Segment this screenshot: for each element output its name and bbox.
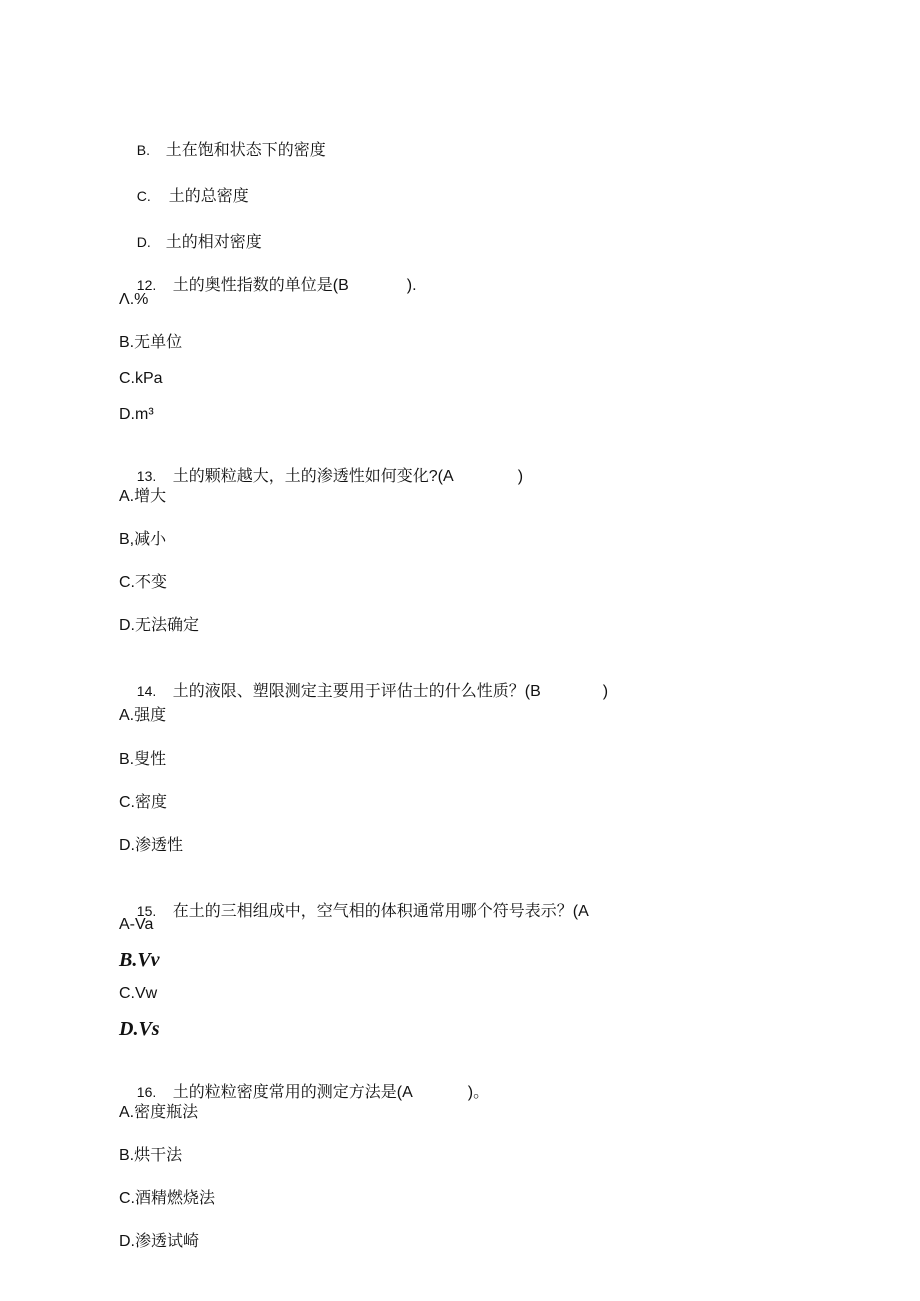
question-number: 14. (136, 683, 157, 699)
q16-option-a: A.密度瓶法 (119, 1104, 199, 1121)
q11-option-d (119, 209, 262, 251)
q12-option-a: Λ.% (119, 291, 149, 308)
question-16 (119, 1059, 490, 1101)
question-stem: 土的粒粒密度常用的测定方法是(A (172, 1084, 413, 1101)
q11-option-b (119, 117, 326, 159)
option-label: C. (136, 188, 151, 204)
question-stem: 土的液限、塑限测定主要用于评估士的什么性质？(B (172, 683, 541, 700)
q16-option-b: B.烘干法 (119, 1147, 183, 1164)
question-close: ). (406, 277, 417, 294)
q14-option-a: A.强度 (119, 707, 167, 724)
question-number: 15. (136, 903, 157, 919)
q15-option-a: A-Va (119, 916, 154, 933)
q15-option-c: C.Vw (119, 985, 158, 1002)
option-label: B. (136, 142, 151, 158)
option-label: D. (136, 234, 151, 250)
question-14 (119, 658, 609, 700)
question-stem: 土的奥性指数的单位是(B (172, 277, 349, 294)
question-15 (119, 878, 589, 920)
question-close: ) (517, 468, 524, 485)
question-number: 13. (136, 468, 157, 484)
option-text: 土在饱和状态下的密度 (165, 142, 326, 159)
q16-option-d: D.渗透试崎 (119, 1233, 200, 1250)
q13-option-c: C.不变 (119, 574, 168, 591)
question-stem: 在土的三相组成中，空气相的体积通常用哪个符号表示？(A (172, 903, 589, 920)
q14-option-b: B.叟性 (119, 751, 167, 768)
q13-option-b: B,减小 (119, 531, 167, 548)
question-stem: 土的颗粒越大，土的渗透性如何变化?(A (172, 468, 454, 485)
q13-option-d: D.无法确定 (119, 617, 200, 634)
q16-option-c: C.酒精燃烧法 (119, 1190, 216, 1207)
q14-option-d: D.渗透性 (119, 837, 184, 854)
question-close: ) (602, 683, 609, 700)
option-text: 土的总密度 (168, 188, 249, 205)
q15-option-b: B.Vv (119, 949, 160, 971)
question-close: )。 (467, 1084, 490, 1101)
q15-option-d: D.Vs (119, 1018, 160, 1040)
q11-option-c (119, 163, 249, 205)
q12-option-b: B.无单位 (119, 334, 183, 351)
q14-option-c: C.密度 (119, 794, 168, 811)
q12-option-d: D.m³ (119, 406, 154, 423)
question-13 (119, 443, 524, 485)
option-text: 土的相对密度 (165, 234, 262, 251)
q13-option-a: A.增大 (119, 488, 167, 505)
question-12 (119, 252, 417, 294)
q12-option-c: C.kPa (119, 370, 163, 387)
question-number: 16. (136, 1084, 157, 1100)
question-number: 12. (136, 277, 157, 293)
